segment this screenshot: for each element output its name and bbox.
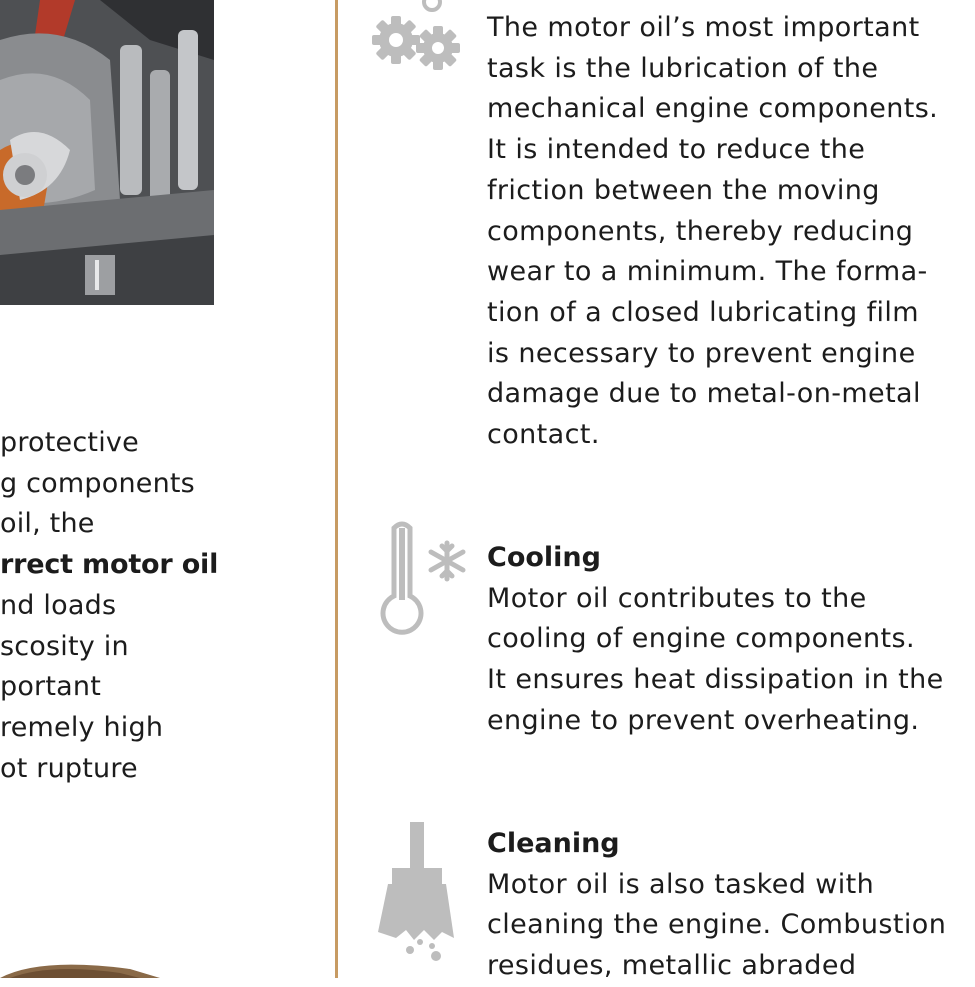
text-line: mechanical engine components.	[487, 93, 939, 125]
brush-icon	[376, 820, 460, 974]
text-line: engine to prevent overheating.	[487, 704, 920, 736]
text-line: damage due to metal-on-metal	[487, 378, 921, 410]
engine-photo	[0, 0, 214, 305]
text-line: wear to a minimum. The forma-	[487, 256, 928, 288]
thermometer-snowflake-icon	[376, 520, 476, 639]
left-line: ot rupture	[0, 752, 138, 784]
text-line: task is the lubrication of the	[487, 52, 879, 84]
left-line: nd loads	[0, 589, 117, 621]
lubrication-section	[487, 8, 975, 456]
left-line: scosity in	[0, 630, 129, 662]
text-line: contact.	[487, 419, 600, 451]
text-line: friction between the moving	[487, 174, 880, 206]
left-line: g components	[0, 467, 195, 499]
text-line: It ensures heat dissipation in the	[487, 664, 944, 696]
cleaning-section	[487, 824, 975, 987]
text-line: The motor oil’s most important	[487, 12, 920, 43]
text-line: It is intended to reduce the	[487, 134, 866, 166]
left-line: oil, the	[0, 508, 95, 540]
text-line: components, thereby reducing	[487, 215, 914, 247]
text-line: Motor oil is also tasked with	[487, 868, 875, 900]
text-line: cooling of engine components.	[487, 623, 915, 655]
text-line: is necessary to prevent engine	[487, 337, 916, 369]
left-line: protective	[0, 427, 139, 458]
left-line: remely high	[0, 711, 164, 743]
cooling-heading: Cooling	[487, 542, 601, 573]
text-line: cleaning the engine. Combustion	[487, 909, 947, 941]
bottom-decoration	[0, 955, 170, 978]
left-column-text	[0, 423, 230, 789]
column-divider	[335, 0, 338, 978]
gears-icon	[366, 0, 471, 80]
cooling-section	[487, 538, 975, 742]
cleaning-heading: Cleaning	[487, 828, 620, 859]
text-line: tion of a closed lubricating film	[487, 296, 919, 328]
left-line: portant	[0, 671, 101, 703]
left-line-bold: rrect motor oil	[0, 549, 219, 581]
text-line: Motor oil contributes to the	[487, 582, 867, 614]
text-line: residues, metallic abraded	[487, 950, 857, 982]
